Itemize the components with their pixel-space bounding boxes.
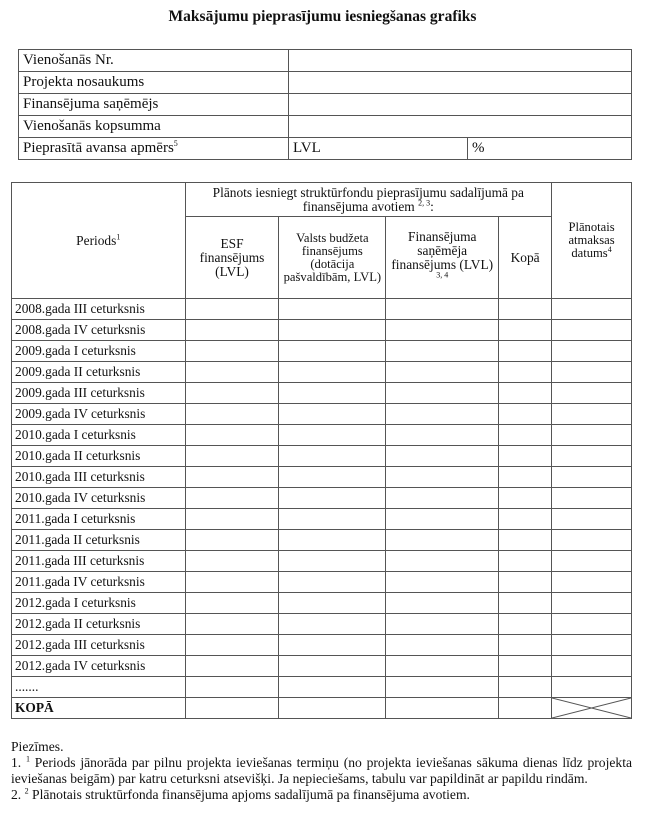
esf-cell[interactable] xyxy=(185,614,279,635)
table-row xyxy=(12,551,632,572)
period-cell: 2008.gada III ceturksnis xyxy=(12,299,186,320)
notes-section xyxy=(11,739,632,803)
repayment-date-cell[interactable] xyxy=(552,635,632,656)
total-cell[interactable] xyxy=(499,425,552,446)
esf-cell[interactable] xyxy=(185,530,279,551)
table-row xyxy=(12,341,632,362)
footnote-ref: 1 xyxy=(116,232,121,242)
esf-cell[interactable] xyxy=(185,383,279,404)
total-cell[interactable] xyxy=(499,383,552,404)
recipient-funding-cell[interactable] xyxy=(386,404,499,425)
table-row xyxy=(12,383,632,404)
state-budget-cell[interactable] xyxy=(279,488,386,509)
period-cell: 2008.gada IV ceturksnis xyxy=(12,320,186,341)
table-row xyxy=(12,446,632,467)
period-cell: 2011.gada IV ceturksnis xyxy=(12,572,186,593)
total-cell[interactable] xyxy=(499,320,552,341)
period-cell: 2011.gada I ceturksnis xyxy=(12,509,186,530)
recipient-funding-cell[interactable] xyxy=(386,467,499,488)
total-cell[interactable] xyxy=(499,404,552,425)
esf-cell[interactable] xyxy=(185,467,279,488)
payment-schedule-table xyxy=(11,182,632,719)
recipient-funding-cell[interactable] xyxy=(386,425,499,446)
table-row xyxy=(12,467,632,488)
total-row-label: KOPĀ xyxy=(12,698,186,719)
repayment-date-cell[interactable] xyxy=(552,509,632,530)
state-budget-cell[interactable] xyxy=(279,362,386,383)
colon: : xyxy=(430,198,434,214)
advance-label xyxy=(19,138,289,160)
esf-cell[interactable] xyxy=(185,446,279,467)
recipient-funding-cell[interactable] xyxy=(386,488,499,509)
state-budget-cell[interactable] xyxy=(279,320,386,341)
esf-header: ESF finansējums (LVL) xyxy=(185,217,279,299)
state-budget-cell[interactable] xyxy=(279,425,386,446)
table-row xyxy=(12,530,632,551)
state-budget-cell[interactable] xyxy=(279,341,386,362)
table-row xyxy=(12,299,632,320)
recipient-funding-cell[interactable] xyxy=(386,383,499,404)
repayment-date-cell[interactable] xyxy=(552,656,632,677)
recipient-funding-cell[interactable] xyxy=(386,341,499,362)
total-sum-label: Vienošanās kopsumma xyxy=(19,116,289,138)
total-cell[interactable] xyxy=(499,446,552,467)
state-budget-cell[interactable] xyxy=(279,467,386,488)
table-row xyxy=(12,593,632,614)
period-cell: 2011.gada III ceturksnis xyxy=(12,551,186,572)
schedule-body xyxy=(12,299,632,698)
total-recipient-cell[interactable] xyxy=(386,698,499,719)
total-cell[interactable] xyxy=(499,509,552,530)
total-header: Kopā xyxy=(499,217,552,299)
recipient-funding-cell[interactable] xyxy=(386,299,499,320)
advance-label-text: Pieprasītā avansa apmērs xyxy=(23,140,174,156)
agreement-info-table xyxy=(18,49,632,160)
total-cell[interactable] xyxy=(499,635,552,656)
state-budget-cell[interactable] xyxy=(279,656,386,677)
state-budget-cell[interactable] xyxy=(279,614,386,635)
state-budget-cell[interactable] xyxy=(279,299,386,320)
state-budget-cell[interactable] xyxy=(279,593,386,614)
repayment-date-cell[interactable] xyxy=(552,425,632,446)
footnote-ref: 4 xyxy=(607,244,612,254)
recipient-funding-cell[interactable] xyxy=(386,362,499,383)
repayment-date-cell[interactable] xyxy=(552,299,632,320)
period-cell: 2010.gada IV ceturksnis xyxy=(12,488,186,509)
total-cell[interactable] xyxy=(499,656,552,677)
recipient-funding-header xyxy=(386,217,499,299)
recipient-funding-cell[interactable] xyxy=(386,320,499,341)
period-cell: 2009.gada I ceturksnis xyxy=(12,341,186,362)
cross-mark-icon xyxy=(552,698,631,718)
total-cell[interactable] xyxy=(499,488,552,509)
repayment-date-cell[interactable] xyxy=(552,467,632,488)
total-cell[interactable] xyxy=(499,551,552,572)
recipient-label: Finansējuma saņēmējs xyxy=(19,94,289,116)
header-row xyxy=(12,183,632,217)
crossed-out-cell xyxy=(552,698,632,719)
total-state-cell[interactable] xyxy=(279,698,386,719)
period-cell: 2010.gada II ceturksnis xyxy=(12,446,186,467)
table-row xyxy=(12,425,632,446)
state-budget-cell[interactable] xyxy=(279,446,386,467)
recipient-funding-cell[interactable] xyxy=(386,656,499,677)
total-cell[interactable] xyxy=(499,677,552,698)
recipient-funding-cell[interactable] xyxy=(386,551,499,572)
period-cell: 2010.gada III ceturksnis xyxy=(12,467,186,488)
total-cell[interactable] xyxy=(499,614,552,635)
recipient-funding-cell[interactable] xyxy=(386,614,499,635)
recipient-funding-cell[interactable] xyxy=(386,530,499,551)
total-cell[interactable] xyxy=(499,299,552,320)
period-cell: 2009.gada III ceturksnis xyxy=(12,383,186,404)
repayment-date-cell[interactable] xyxy=(552,404,632,425)
period-cell: ....... xyxy=(12,677,186,698)
project-name-value[interactable] xyxy=(289,72,632,94)
footnote-ref: 3, 4 xyxy=(436,270,449,280)
total-sum-value[interactable] xyxy=(289,116,632,138)
state-budget-cell[interactable] xyxy=(279,677,386,698)
date-header-text: Plānotais atmaksas datums xyxy=(568,220,615,260)
footnote-ref: 5 xyxy=(173,139,178,148)
currency-label: LVL xyxy=(293,140,321,156)
total-sum-cell[interactable] xyxy=(499,698,552,719)
table-row xyxy=(12,614,632,635)
state-budget-cell[interactable] xyxy=(279,572,386,593)
table-row xyxy=(12,572,632,593)
table-row xyxy=(12,635,632,656)
esf-cell[interactable] xyxy=(185,404,279,425)
footnote-ref: 1 xyxy=(25,754,30,764)
repayment-date-cell[interactable] xyxy=(552,446,632,467)
esf-cell[interactable] xyxy=(185,341,279,362)
advance-percent-field[interactable] xyxy=(468,138,632,160)
table-row xyxy=(12,404,632,425)
recipient-funding-text: Finansējuma saņēmēja finansējums (LVL) xyxy=(391,228,494,272)
footnote-ref: 2 xyxy=(24,786,29,796)
esf-cell[interactable] xyxy=(185,593,279,614)
esf-cell[interactable] xyxy=(185,572,279,593)
funding-sources-header xyxy=(185,183,552,217)
table-row xyxy=(12,320,632,341)
note-number: 2. xyxy=(11,787,22,802)
esf-cell[interactable] xyxy=(185,362,279,383)
repayment-date-cell[interactable] xyxy=(552,383,632,404)
period-cell: 2010.gada I ceturksnis xyxy=(12,425,186,446)
footnote-ref: 2, 3 xyxy=(418,198,431,208)
esf-cell[interactable] xyxy=(185,635,279,656)
table-row xyxy=(12,656,632,677)
note-text: Plānotais struktūrfonda finansējuma apjoms sadalījumā pa finansējuma avotiem. xyxy=(32,787,470,802)
recipient-funding-cell[interactable] xyxy=(386,635,499,656)
recipient-funding-cell[interactable] xyxy=(386,572,499,593)
repayment-date-cell[interactable] xyxy=(552,341,632,362)
repayment-date-cell[interactable] xyxy=(552,488,632,509)
period-cell: 2011.gada II ceturksnis xyxy=(12,530,186,551)
total-cell[interactable] xyxy=(499,362,552,383)
state-budget-cell[interactable] xyxy=(279,530,386,551)
note-2 xyxy=(11,787,632,803)
state-budget-cell[interactable] xyxy=(279,509,386,530)
period-header xyxy=(12,183,186,299)
period-cell: 2012.gada II ceturksnis xyxy=(12,614,186,635)
state-budget-cell[interactable] xyxy=(279,383,386,404)
total-cell[interactable] xyxy=(499,467,552,488)
note-text: Periods jānorāda par pilnu projekta ieviešanas termiņu (no projekta ieviešanas sākuma dienas līdz projekta ieviešanas beigām) par katru ceturksni atsevišķi. Ja nepieciešams, tabulu var papildināt ar papildu rindām. xyxy=(11,755,633,786)
total-cell[interactable] xyxy=(499,572,552,593)
esf-cell[interactable] xyxy=(185,509,279,530)
repayment-date-cell[interactable] xyxy=(552,572,632,593)
repayment-date-cell[interactable] xyxy=(552,530,632,551)
recipient-funding-cell[interactable] xyxy=(386,509,499,530)
project-name-label: Projekta nosaukums xyxy=(19,72,289,94)
note-number: 1. xyxy=(11,755,22,770)
esf-cell[interactable] xyxy=(185,299,279,320)
period-cell: 2012.gada I ceturksnis xyxy=(12,593,186,614)
repayment-date-cell[interactable] xyxy=(552,614,632,635)
date-header xyxy=(552,183,632,299)
esf-cell[interactable] xyxy=(185,677,279,698)
total-row xyxy=(12,698,632,719)
period-cell: 2009.gada IV ceturksnis xyxy=(12,404,186,425)
repayment-date-cell[interactable] xyxy=(552,551,632,572)
agreement-no-value[interactable] xyxy=(289,50,632,72)
repayment-date-cell[interactable] xyxy=(552,320,632,341)
period-header-text: Periods xyxy=(76,232,117,248)
recipient-value[interactable] xyxy=(289,94,632,116)
info-row xyxy=(19,138,632,160)
agreement-no-label: Vienošanās Nr. xyxy=(19,50,289,72)
repayment-date-cell[interactable] xyxy=(552,593,632,614)
table-row xyxy=(12,677,632,698)
percent-label: % xyxy=(472,140,485,156)
table-row xyxy=(12,362,632,383)
info-row xyxy=(19,116,632,138)
esf-cell[interactable] xyxy=(185,425,279,446)
notes-heading: Piezīmes. xyxy=(11,739,64,754)
table-row xyxy=(12,488,632,509)
info-row xyxy=(19,94,632,116)
period-cell: 2012.gada IV ceturksnis xyxy=(12,656,186,677)
advance-lvl-field[interactable] xyxy=(289,138,468,160)
document-title: Maksājumu pieprasījumu iesniegšanas grafiks xyxy=(168,8,477,25)
state-budget-header: Valsts budžeta finansējums (dotācija pašvaldībām, LVL) xyxy=(279,217,386,299)
period-cell: 2012.gada III ceturksnis xyxy=(12,635,186,656)
info-row xyxy=(19,72,632,94)
repayment-date-cell[interactable] xyxy=(552,362,632,383)
esf-cell[interactable] xyxy=(185,488,279,509)
table-row xyxy=(12,509,632,530)
state-budget-cell[interactable] xyxy=(279,551,386,572)
esf-cell[interactable] xyxy=(185,656,279,677)
repayment-date-cell[interactable] xyxy=(552,677,632,698)
note-1 xyxy=(11,755,632,787)
esf-cell[interactable] xyxy=(185,551,279,572)
recipient-funding-cell[interactable] xyxy=(386,593,499,614)
state-budget-cell[interactable] xyxy=(279,404,386,425)
funding-sources-text: Plānots iesniegt struktūrfondu pieprasījumu sadalījumā pa finansējuma avotiem xyxy=(212,184,524,214)
total-cell[interactable] xyxy=(499,341,552,362)
total-cell[interactable] xyxy=(499,530,552,551)
total-cell[interactable] xyxy=(499,593,552,614)
recipient-funding-cell[interactable] xyxy=(386,446,499,467)
period-cell: 2009.gada II ceturksnis xyxy=(12,362,186,383)
recipient-funding-cell[interactable] xyxy=(386,677,499,698)
total-esf-cell[interactable] xyxy=(185,698,279,719)
info-row xyxy=(19,50,632,72)
state-budget-cell[interactable] xyxy=(279,635,386,656)
esf-cell[interactable] xyxy=(185,320,279,341)
